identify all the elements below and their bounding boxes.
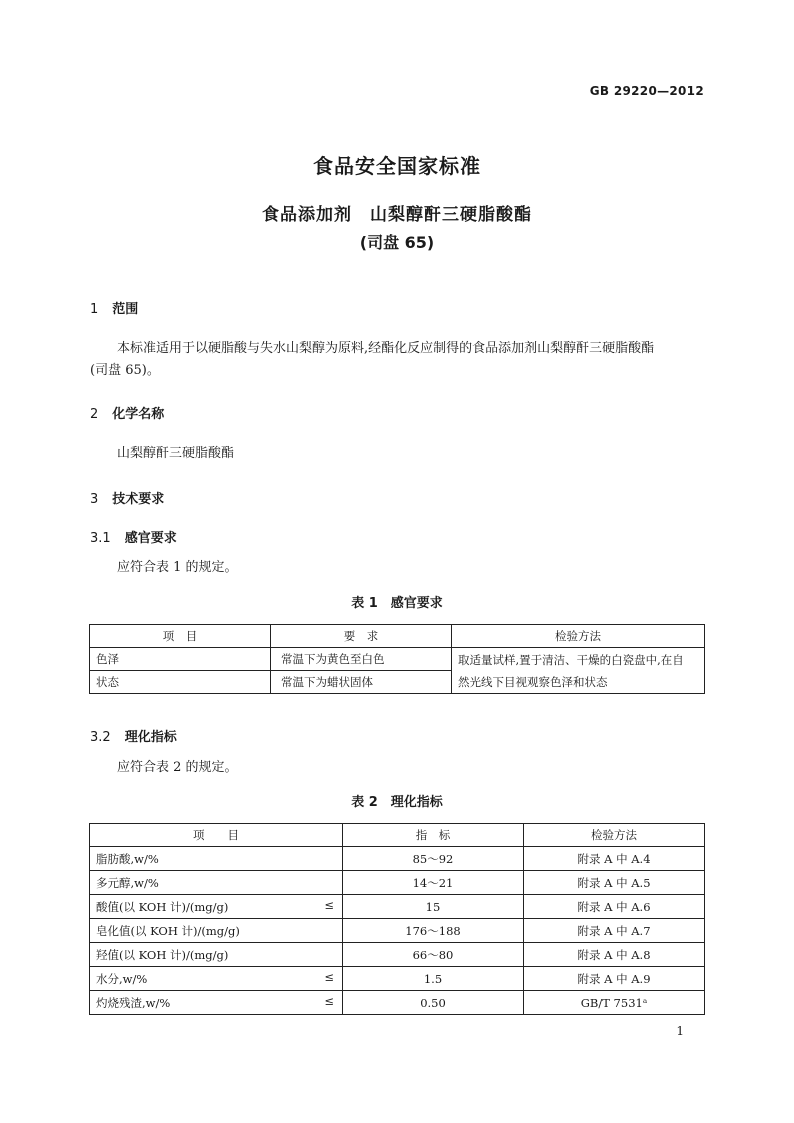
section-1-text-cont: (司盘 65)。: [90, 363, 160, 378]
section-number: 3.2: [90, 730, 111, 745]
table-header: 指 标: [343, 824, 524, 847]
table-cell-value: 66～80: [343, 943, 524, 967]
table-cell-item: 脂肪酸,w/%: [90, 847, 343, 871]
item-label: 酸值(以 KOH 计)/(mg/g): [96, 899, 229, 914]
section-1-heading: [90, 298, 138, 317]
section-title: 技术要求: [112, 492, 165, 507]
table-cell-value: 0.50: [343, 991, 524, 1015]
table-row: [90, 871, 705, 895]
page-number: 1: [676, 1024, 684, 1038]
section-3-1-text: 应符合表 1 的规定。: [117, 560, 238, 575]
table-cell-value: 85～92: [343, 847, 524, 871]
section-3-heading: [90, 488, 164, 507]
table-header-row: [90, 625, 705, 648]
table-cell-item: [90, 991, 343, 1015]
table-row: [90, 943, 705, 967]
section-1-text: 本标准适用于以硬脂酸与失水山梨醇为原料,经酯化反应制得的食品添加剂山梨醇酐三硬脂酸酯: [117, 341, 655, 356]
table-row: [90, 991, 705, 1015]
standard-code: GB 29220—2012: [589, 84, 704, 98]
section-title: 化学名称: [112, 407, 165, 422]
table-2-caption: 表 2 理化指标: [351, 795, 443, 810]
table-cell-method: 附录 A 中 A.5: [524, 871, 705, 895]
table-cell-method: 附录 A 中 A.8: [524, 943, 705, 967]
section-2-heading: [90, 403, 164, 422]
table-cell-item: [90, 967, 343, 991]
section-number: 2: [90, 407, 99, 422]
method-line: 取适量试样,置于清洁、干燥的白瓷盘中,在自: [458, 652, 684, 667]
table-row: [90, 967, 705, 991]
table-cell-method: 附录 A 中 A.6: [524, 895, 705, 919]
table-header: 项 目: [90, 824, 343, 847]
table-header: 检验方法: [524, 824, 705, 847]
table-cell-item: 色泽: [90, 648, 271, 671]
doc-subtitle: 食品添加剂 山梨醇酐三硬脂酸酯: [262, 205, 532, 225]
table-cell-method: 附录 A 中 A.7: [524, 919, 705, 943]
table-cell-method: GB/T 7531ᵃ: [524, 991, 705, 1015]
table-cell-requirement: 常温下为蜡状固体: [271, 671, 452, 694]
table-cell-item: 羟值(以 KOH 计)/(mg/g): [90, 943, 343, 967]
section-3-2-heading: [90, 726, 177, 745]
table-row: [90, 895, 705, 919]
section-title: 范围: [112, 302, 139, 317]
section-2-text: 山梨醇酐三硬脂酸酯: [117, 446, 235, 461]
section-number: 1: [90, 302, 99, 317]
table-cell-item: 多元醇,w/%: [90, 871, 343, 895]
less-equal-symbol: ≤: [324, 970, 334, 984]
table-cell-value: 1.5: [343, 967, 524, 991]
section-title: 感官要求: [124, 531, 177, 546]
table-cell-method: [452, 648, 705, 694]
table-header: 项 目: [90, 625, 271, 648]
section-3-1-heading: [90, 527, 177, 546]
table-cell-method: 附录 A 中 A.9: [524, 967, 705, 991]
table-cell-item: [90, 895, 343, 919]
table-cell-item: 状态: [90, 671, 271, 694]
table-cell-value: 176～188: [343, 919, 524, 943]
table-cell-value: 14～21: [343, 871, 524, 895]
method-line: 然光线下目视观察色泽和状态: [458, 674, 608, 689]
section-3-2-text: 应符合表 2 的规定。: [117, 760, 238, 775]
section-number: 3.1: [90, 531, 111, 546]
section-title: 理化指标: [124, 730, 177, 745]
table-header-row: [90, 824, 705, 847]
table-cell-value: 15: [343, 895, 524, 919]
table-row: [90, 648, 705, 671]
less-equal-symbol: ≤: [324, 898, 334, 912]
doc-subtitle-alias: (司盘 65): [359, 233, 435, 252]
table-header: 要 求: [271, 625, 452, 648]
table-2: [89, 823, 705, 1015]
section-number: 3: [90, 492, 99, 507]
table-1: [89, 624, 705, 694]
item-label: 灼烧残渣,w/%: [96, 995, 171, 1010]
doc-title: 食品安全国家标准: [313, 154, 481, 178]
table-cell-method: 附录 A 中 A.4: [524, 847, 705, 871]
table-cell-requirement: 常温下为黄色至白色: [271, 648, 452, 671]
table-1-caption: 表 1 感官要求: [351, 596, 443, 611]
table-cell-item: 皂化值(以 KOH 计)/(mg/g): [90, 919, 343, 943]
table-header: 检验方法: [452, 625, 705, 648]
table-row: [90, 847, 705, 871]
less-equal-symbol: ≤: [324, 994, 334, 1008]
table-row: [90, 919, 705, 943]
item-label: 水分,w/%: [96, 971, 148, 986]
